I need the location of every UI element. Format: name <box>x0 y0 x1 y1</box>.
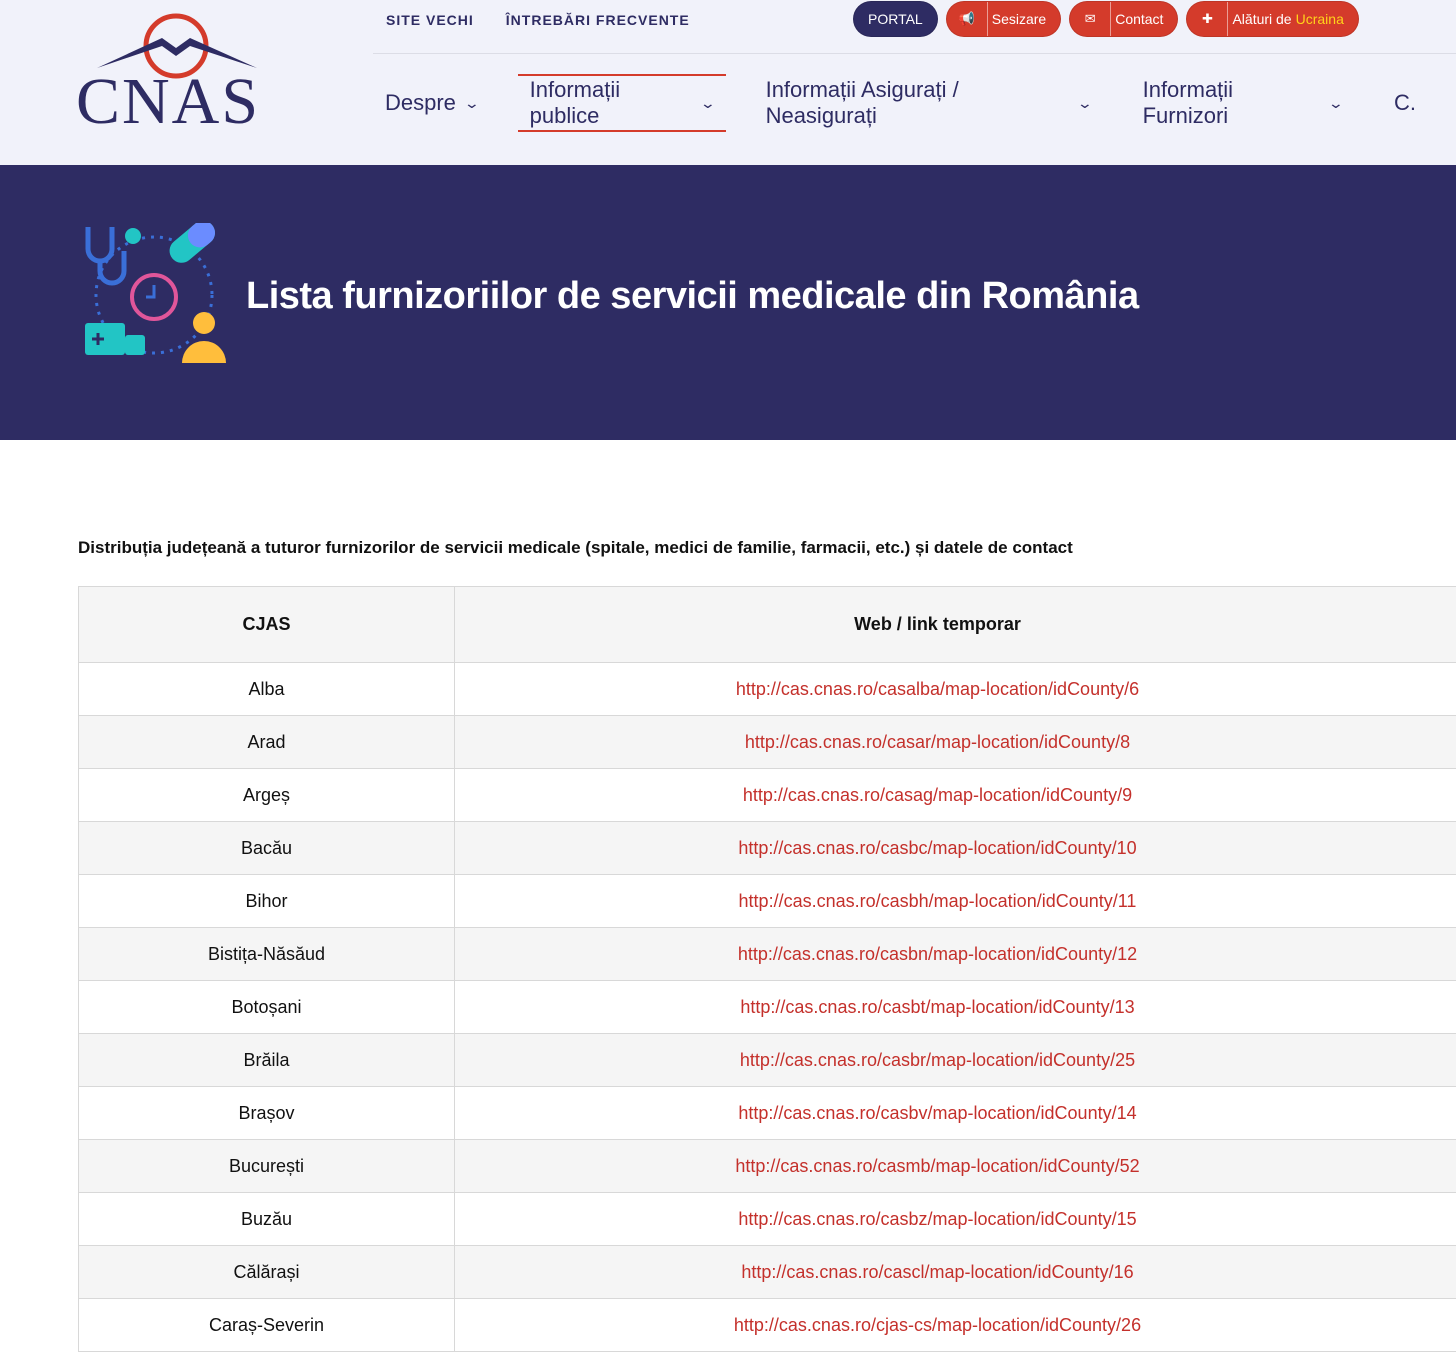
header-divider <box>373 53 1456 54</box>
ukraine-button[interactable] <box>1186 1 1358 37</box>
county-cell: București <box>79 1140 455 1193</box>
nav-more[interactable] <box>1382 74 1428 132</box>
chevron-down-icon: ⌄ <box>464 95 480 112</box>
link-cell[interactable]: http://cas.cnas.ro/casbr/map-location/idCounty/25 <box>455 1034 1456 1087</box>
link-cell[interactable]: http://cas.cnas.ro/casbh/map-location/idCounty/11 <box>455 875 1456 928</box>
nav-informatii-asigurati[interactable] <box>754 74 1103 132</box>
link-cell[interactable]: http://cas.cnas.ro/cascl/map-location/idCounty/16 <box>455 1246 1456 1299</box>
ucraina-text: Ucraina <box>1296 11 1344 27</box>
link-cell[interactable]: http://cas.cnas.ro/casmb/map-location/idCounty/52 <box>455 1140 1456 1193</box>
table-row <box>79 769 1456 822</box>
envelope-icon: ✉ <box>1070 2 1111 36</box>
table-row <box>79 981 1456 1034</box>
table-row <box>79 875 1456 928</box>
alaturi-text: Alături de <box>1232 11 1291 27</box>
nav-despre[interactable] <box>373 74 490 132</box>
sesizare-label: Sesizare <box>988 11 1060 27</box>
county-cell: Bacău <box>79 822 455 875</box>
county-cell: Bistița-Năsăud <box>79 928 455 981</box>
table-row <box>79 1087 1456 1140</box>
portal-button[interactable]: PORTAL <box>853 1 938 37</box>
table-row <box>79 1246 1456 1299</box>
nav-label: Despre <box>385 90 456 116</box>
nav-informatii-publice[interactable] <box>518 74 726 132</box>
nav-label: Informații Asigurați / Neasigurați <box>766 77 1069 129</box>
medical-services-icon <box>80 223 230 368</box>
header-web: Web / link temporar <box>455 587 1456 663</box>
county-cell: Botoșani <box>79 981 455 1034</box>
cnas-logo[interactable] <box>72 10 262 132</box>
helping-hand-icon: ✚ <box>1187 2 1228 36</box>
providers-table <box>78 586 1456 1352</box>
county-cell: Alba <box>79 663 455 716</box>
chevron-down-icon: ⌄ <box>1328 95 1344 112</box>
county-cell: Brașov <box>79 1087 455 1140</box>
ukraine-label <box>1228 11 1357 27</box>
main-nav <box>373 74 1456 132</box>
county-cell: Caraș-Severin <box>79 1299 455 1352</box>
header-buttons <box>853 1 1359 37</box>
intro-text: Distribuția județeană a tuturor furnizorilor de servicii medicale (spitale, medici de familie, farmacii, etc.) și datele de contact <box>78 538 1073 558</box>
county-cell: Arad <box>79 716 455 769</box>
nav-informatii-furnizori[interactable] <box>1131 74 1354 132</box>
link-cell[interactable]: http://cas.cnas.ro/casbc/map-location/idCounty/10 <box>455 822 1456 875</box>
nav-label: Informații publice <box>530 77 692 129</box>
county-cell: Brăila <box>79 1034 455 1087</box>
link-cell[interactable]: http://cas.cnas.ro/casbt/map-location/idCounty/13 <box>455 981 1456 1034</box>
logo-wordmark: CNAS <box>76 72 260 132</box>
table-header-row <box>79 587 1456 663</box>
site-vechi-link[interactable]: SITE VECHI <box>386 12 474 28</box>
contact-button[interactable] <box>1069 1 1178 37</box>
sesizare-button[interactable] <box>946 1 1061 37</box>
nav-label: C. <box>1394 90 1416 116</box>
table-row <box>79 1034 1456 1087</box>
county-cell: Bihor <box>79 875 455 928</box>
page-banner <box>0 165 1456 440</box>
link-cell[interactable]: http://cas.cnas.ro/cjas-cs/map-location/idCounty/26 <box>455 1299 1456 1352</box>
link-cell[interactable]: http://cas.cnas.ro/casalba/map-location/idCounty/6 <box>455 663 1456 716</box>
chevron-down-icon: ⌄ <box>699 95 715 112</box>
page-title: Lista furnizoriilor de servicii medicale din România <box>246 275 1139 318</box>
link-cell[interactable]: http://cas.cnas.ro/casar/map-location/idCounty/8 <box>455 716 1456 769</box>
table-row <box>79 663 1456 716</box>
county-cell: Argeș <box>79 769 455 822</box>
header-cjas: CJAS <box>79 587 455 663</box>
megaphone-icon: 📢 <box>947 2 988 36</box>
table-row <box>79 716 1456 769</box>
chevron-down-icon: ⌄ <box>1077 95 1093 112</box>
county-cell: Călărași <box>79 1246 455 1299</box>
link-cell[interactable]: http://cas.cnas.ro/casag/map-location/idCounty/9 <box>455 769 1456 822</box>
table-row <box>79 928 1456 981</box>
link-cell[interactable]: http://cas.cnas.ro/casbv/map-location/idCounty/14 <box>455 1087 1456 1140</box>
county-cell: Buzău <box>79 1193 455 1246</box>
table-row <box>79 822 1456 875</box>
link-cell[interactable]: http://cas.cnas.ro/casbn/map-location/idCounty/12 <box>455 928 1456 981</box>
link-cell[interactable]: http://cas.cnas.ro/casbz/map-location/idCounty/15 <box>455 1193 1456 1246</box>
table-row <box>79 1140 1456 1193</box>
site-header <box>0 0 1456 165</box>
nav-label: Informații Furnizori <box>1143 77 1321 129</box>
table-row <box>79 1299 1456 1352</box>
top-links <box>386 12 690 28</box>
table-row <box>79 1193 1456 1246</box>
faq-link[interactable]: ÎNTREBĂRI FRECVENTE <box>506 12 690 28</box>
contact-label: Contact <box>1111 11 1177 27</box>
